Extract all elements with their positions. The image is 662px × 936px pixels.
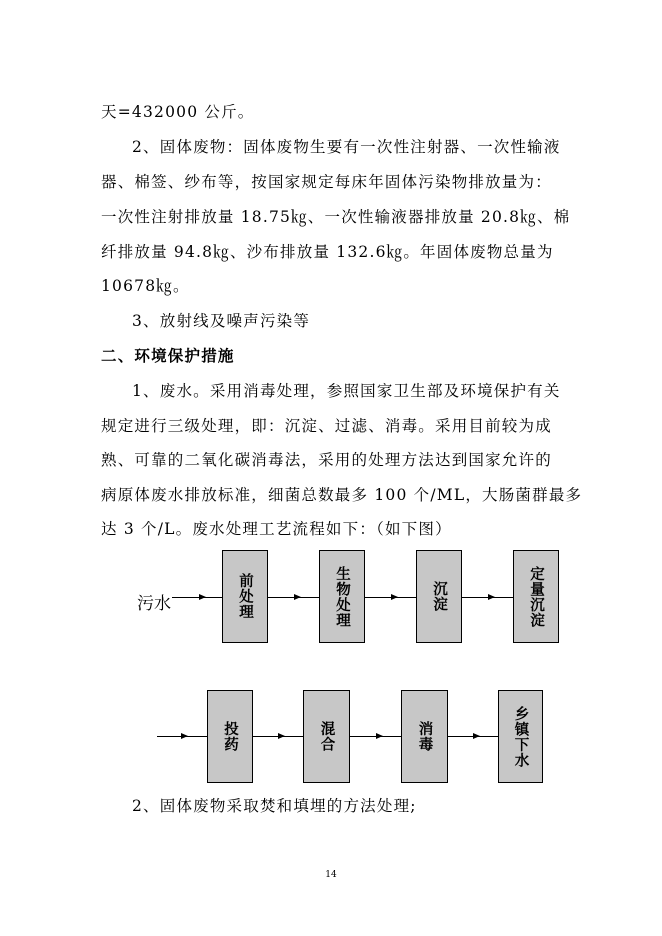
arrow-icon [199, 594, 206, 600]
text-line: 3、放射线及噪声污染等 [132, 312, 311, 330]
text-line: 一次性注射排放量 18.75㎏、一次性输液器排放量 20.8㎏、棉 [101, 208, 571, 226]
section-heading: 二、环境保护措施 [101, 347, 235, 365]
text-line: 纤排放量 94.8㎏、沙布排放量 132.6㎏。年固体废物总量为 [101, 243, 554, 261]
arrow-icon [278, 733, 285, 739]
arrow-icon [376, 733, 383, 739]
flow-step-label: 乡镇下水 [512, 705, 529, 768]
flow-step [207, 690, 253, 783]
flow-step [416, 550, 462, 643]
text-line: 10678㎏。 [101, 277, 190, 295]
text-line: 病原体废水排放标准，细菌总数最多 100 个/ML，大肠菌群最多 [101, 486, 583, 504]
text-line: 规定进行三级处理，即：沉淀、过滤、消毒。采用目前较为成 [101, 417, 552, 435]
text-line: 达 3 个/L。废水处理工艺流程如下：（如下图） [101, 520, 452, 538]
text-line: 2、固体废物采取焚和填埋的方法处理; [132, 797, 417, 815]
text-line: 天=432000 公斤。 [101, 103, 255, 121]
flow-step [222, 550, 268, 643]
text-line: 1、废水。采用消毒处理，参照国家卫生部及环境保护有关 [132, 382, 561, 400]
text-line: 熟、可靠的二氧化碳消毒法，采用的处理方法达到国家允许的 [101, 451, 552, 469]
arrow-icon [391, 594, 398, 600]
flow-step-label: 混合 [318, 721, 335, 752]
arrow-icon [294, 594, 301, 600]
arrow-icon [488, 594, 495, 600]
flow-step-label: 定量沉淀 [528, 565, 544, 628]
arrow-icon [181, 733, 188, 739]
flow-step [303, 690, 350, 783]
text-line: 2、固体废物：固体废物生要有一次性注射器、一次性输液 [132, 138, 561, 156]
flow-start-label: 污水 [137, 594, 171, 614]
flow-step [401, 690, 448, 783]
flow-step-label: 投药 [222, 721, 238, 752]
flow-step [513, 550, 559, 643]
flow-step-label: 生物处理 [334, 565, 350, 628]
flow-step-label: 消毒 [416, 721, 433, 752]
flow-step [498, 690, 543, 783]
flow-step-label: 沉淀 [431, 581, 447, 612]
flow-step-label: 前处理 [237, 573, 253, 620]
page-number: 14 [325, 870, 337, 880]
flow-step [319, 550, 365, 643]
arrow-icon [473, 733, 480, 739]
text-line: 器、棉签、纱布等，按国家规定每床年固体污染物排放量为： [101, 173, 552, 191]
connector-line [172, 597, 222, 598]
